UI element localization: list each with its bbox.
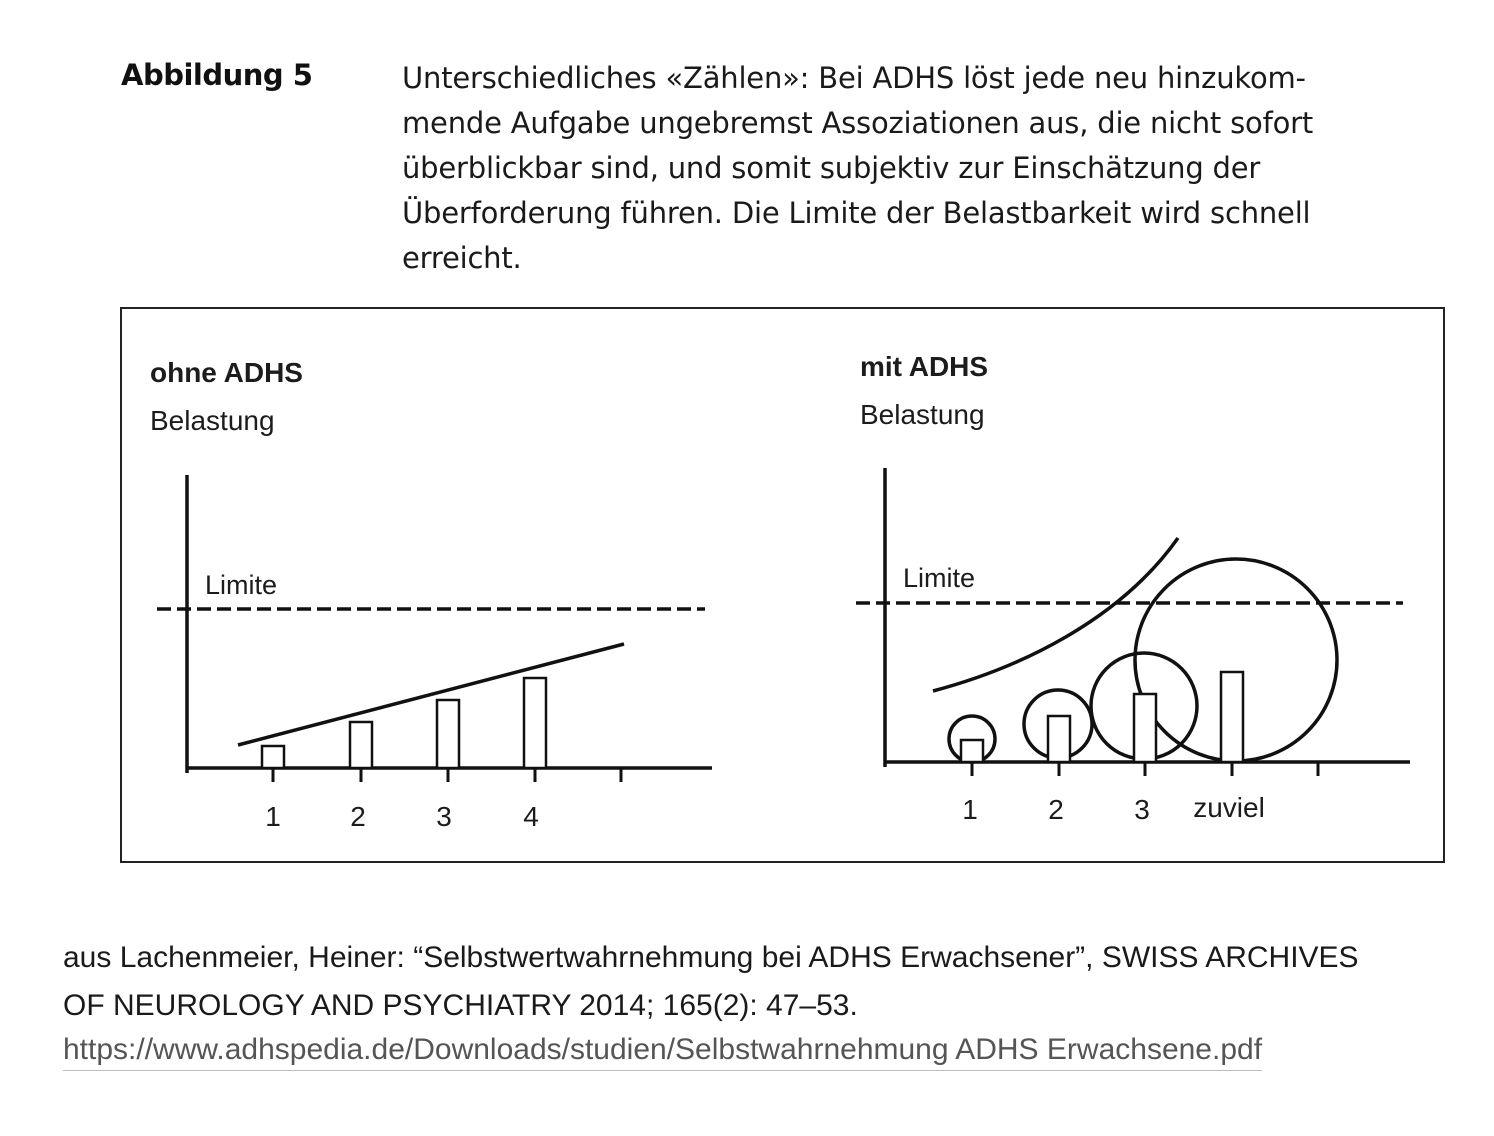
left-tick-label: 3 [436,801,452,832]
diagram-frame [121,308,1444,862]
source-link[interactable]: https://www.adhspedia.de/Downloads/studien/Selbstwahrnehmung ADHS Erwachsene.pdf [63,1030,1262,1071]
left-axis-label: Belastung [150,405,275,436]
right-tick-label: 1 [962,794,978,825]
left-panel-title: ohne ADHS [150,357,303,388]
left-tick-label: 2 [350,801,366,832]
right-bar-1 [961,740,983,762]
left-bar-3 [437,700,459,768]
citation-line: OF NEUROLOGY AND PSYCHIATRY 2014; 165(2): 47–53. [63,989,858,1022]
right-panel-title: mit ADHS [860,351,989,382]
caption-line: Überforderung führen. Die Limite der Belastbarkeit wird schnell [402,196,1311,230]
right-bar-4 [1221,672,1243,762]
caption-line: mende Aufgabe ungebremst Assoziationen aus, die nicht sofort [402,106,1314,140]
left-tick-label: 1 [265,801,281,832]
figure-label: Abbildung 5 [121,58,313,92]
right-bar-2 [1048,716,1070,762]
right-bar-3 [1134,694,1156,762]
left-tick-label: 4 [523,801,539,832]
right-tick-label: 3 [1134,794,1150,825]
caption-line: Unterschiedliches «Zählen»: Bei ADHS löst jede neu hinzukom- [402,61,1306,95]
right-tick-label: 2 [1048,794,1064,825]
source-citation [63,934,1463,1030]
left-limit-label: Limite [205,570,278,600]
right-axis-label: Belastung [860,399,985,430]
right-limit-label: Limite [903,563,976,593]
left-bar-1 [262,746,284,768]
right-tick-label: zuviel [1193,792,1265,823]
left-bar-4 [524,678,546,768]
caption-line: überblickbar sind, und somit subjektiv zur Einschätzung der [402,151,1261,185]
caption-line: erreicht. [402,241,522,275]
left-bar-2 [350,722,372,768]
citation-line: aus Lachenmeier, Heiner: “Selbstwertwahrnehmung bei ADHS Erwachsener”, SWISS ARCHIVES [63,941,1359,974]
